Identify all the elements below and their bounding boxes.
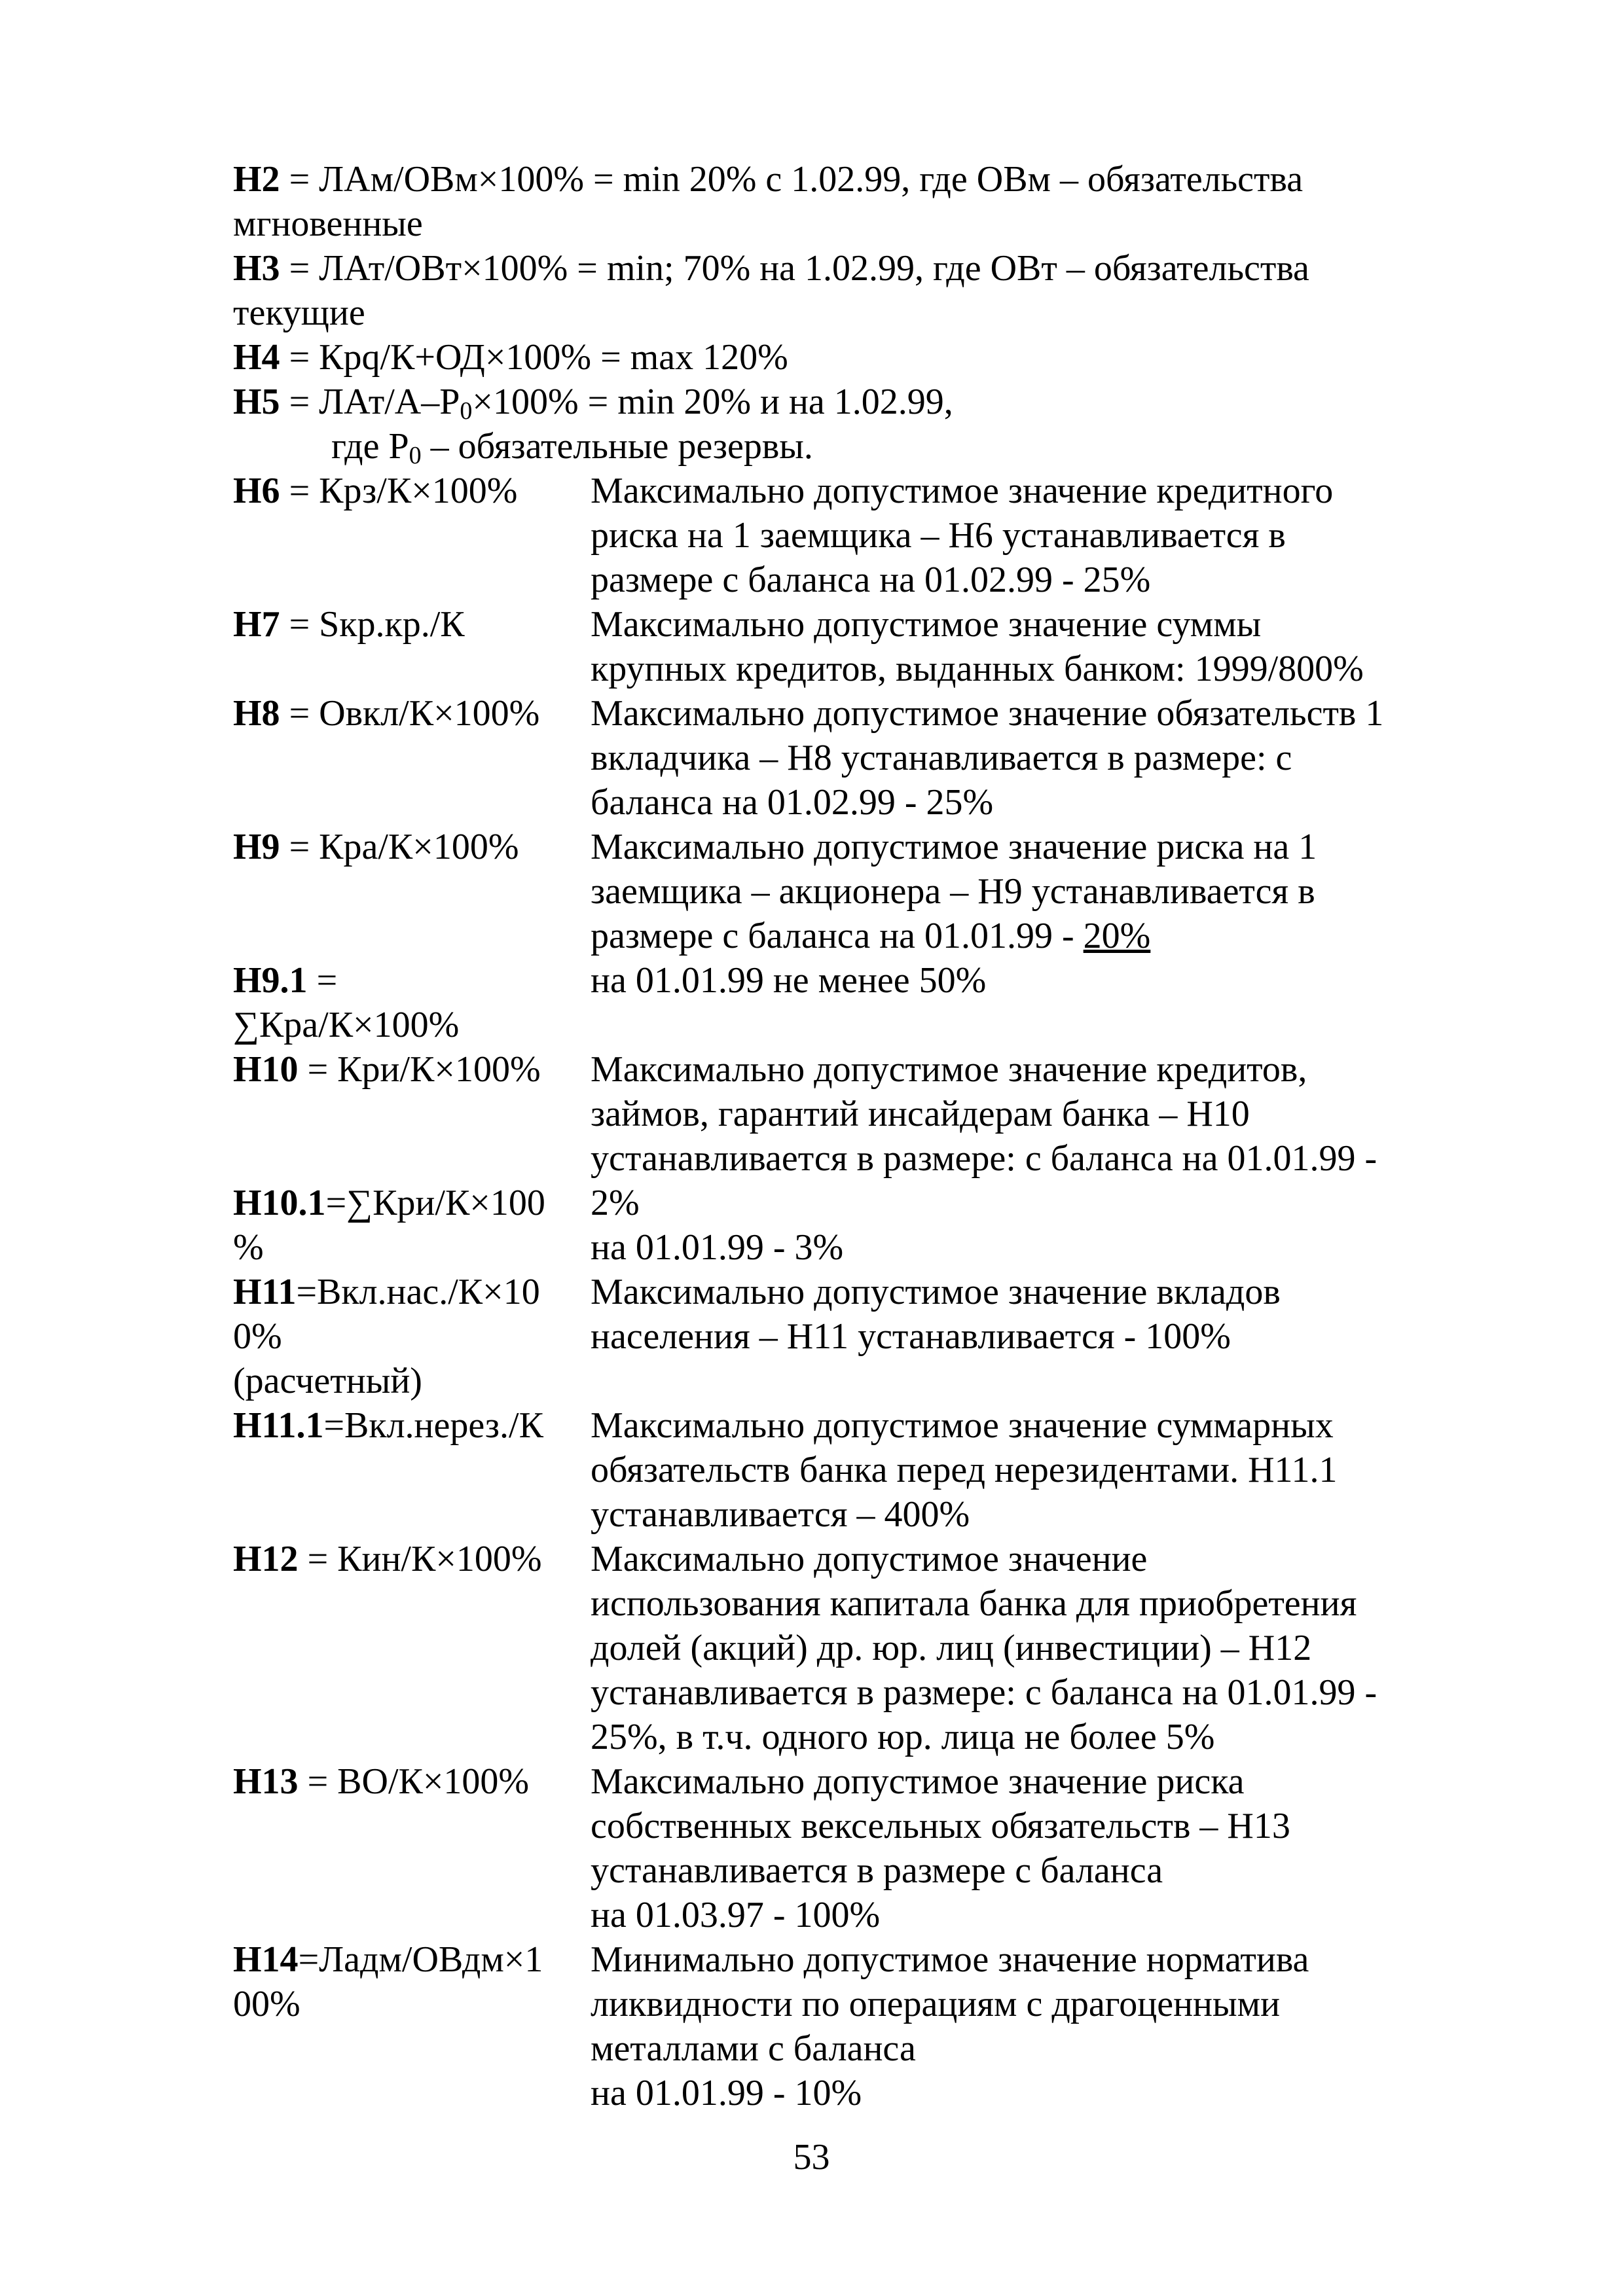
- row-n11: [233, 1270, 1444, 1403]
- label-n6: Н6: [233, 471, 280, 511]
- n5-cont-subscript: 0: [409, 442, 422, 469]
- desc-line: населения – Н11 устанавливается - 100%: [591, 1316, 1231, 1357]
- desc-n11-1: [591, 1403, 1409, 1537]
- desc-line: устанавливается в размере с баланса: [591, 1850, 1163, 1891]
- formula-text-n6: = Крз/К×100%: [280, 471, 518, 511]
- formula-text-n13: = ВО/К×100%: [298, 1761, 530, 1802]
- n3-label: Н3: [233, 248, 280, 289]
- n3-continuation: текущие: [233, 293, 365, 333]
- desc-line: долей (акций) др. юр. лиц (инвестиции) – Н12: [591, 1628, 1312, 1668]
- norms-table: [233, 469, 1444, 2115]
- label-n11-1: Н11.1: [233, 1405, 324, 1446]
- desc-line: Максимально допустимое значение суммарных: [591, 1405, 1334, 1446]
- row-n9-1: [233, 958, 1444, 1047]
- desc-text: размере с баланса на 01.01.99 -: [591, 916, 1084, 956]
- label-n10: Н10: [233, 1049, 299, 1090]
- desc-line: металлами с баланса: [591, 2028, 916, 2069]
- row-n13: [233, 1759, 1444, 1937]
- row-n10-1: [233, 1181, 1444, 1270]
- formula-text-n9-1: =: [307, 960, 338, 1001]
- label-n13: Н13: [233, 1761, 299, 1802]
- n5-formula-b: ×100% = min 20% и на 1.02.99,: [472, 382, 953, 422]
- n5-subscript: 0: [460, 397, 473, 425]
- label-n9: Н9: [233, 827, 280, 867]
- desc-line: Максимально допустимое значение кредитов,: [591, 1049, 1307, 1090]
- formula-text-n9: = Кра/К×100%: [280, 827, 519, 867]
- n2-continuation: мгновенные: [233, 204, 423, 244]
- formula-text-n11: =Вкл.нас./К×10: [296, 1272, 540, 1312]
- desc-n10: [591, 1047, 1409, 1181]
- formula-n9: [233, 825, 591, 958]
- desc-line: на 01.01.99 не менее 50%: [591, 960, 987, 1001]
- row-n14: [233, 1937, 1444, 2115]
- n4-label: Н4: [233, 337, 280, 378]
- row-n12: [233, 1537, 1444, 1759]
- n4-line: [233, 335, 1444, 380]
- row-n9: [233, 825, 1444, 958]
- formula-n11: [233, 1270, 591, 1403]
- desc-line: займов, гарантий инсайдерам банка – Н10: [591, 1094, 1250, 1134]
- row-n7: [233, 602, 1444, 691]
- formula-n7: [233, 602, 591, 691]
- desc-line: Максимально допустимое значение вкладов: [591, 1272, 1281, 1312]
- desc-line: на 01.01.99 - 3%: [591, 1227, 844, 1268]
- desc-line: крупных кредитов, выданных банком: 1999/800%: [591, 649, 1364, 689]
- formula-cont-n10-1: %: [233, 1227, 264, 1268]
- formula-n12: [233, 1537, 591, 1759]
- label-n10-1: Н10.1: [233, 1183, 326, 1223]
- desc-line: устанавливается в размере: с баланса на 01.01.99 -: [591, 1138, 1377, 1179]
- n5-formula-a: = ЛАт/А–Р: [280, 382, 460, 422]
- desc-n7: [591, 602, 1409, 691]
- page-number: 53: [793, 2137, 830, 2178]
- desc-line: ликвидности по операциям с драгоценными: [591, 1984, 1281, 2024]
- formula-text-n12: = Кин/К×100%: [298, 1539, 542, 1579]
- desc-line: Максимально допустимое значение кредитного: [591, 471, 1334, 511]
- desc-n14: [591, 1937, 1409, 2115]
- formula-n9-1: [233, 958, 591, 1047]
- formula-n14: [233, 1937, 591, 2115]
- intro-block: [233, 157, 1444, 469]
- formula-text-n7: = Sкр.кр./К: [280, 604, 465, 645]
- label-n14: Н14: [233, 1939, 299, 1980]
- desc-line: устанавливается – 400%: [591, 1494, 970, 1535]
- desc-n9: [591, 825, 1409, 958]
- n5-continuation: [233, 424, 1444, 469]
- desc-line: использования капитала банка для приобретения: [591, 1583, 1357, 1624]
- label-n7: Н7: [233, 604, 280, 645]
- label-n9-1: Н9.1: [233, 960, 308, 1001]
- n5-label: Н5: [233, 382, 280, 422]
- formula-cont-n9-1: ∑Кра/К×100%: [233, 1005, 460, 1045]
- desc-line: устанавливается в размере: с баланса на 01.01.99 -: [591, 1672, 1377, 1713]
- formula-n10-1: [233, 1181, 591, 1270]
- n3-formula: = ЛАт/ОВт×100% = min; 70% на 1.02.99, где ОВт – обязательства: [280, 248, 1309, 289]
- formula-n10: [233, 1047, 591, 1181]
- formula-note-n11: (расчетный): [233, 1361, 422, 1401]
- desc-n13: [591, 1759, 1409, 1937]
- row-n11-1: [233, 1403, 1444, 1537]
- desc-n11: [591, 1270, 1409, 1403]
- desc-line: риска на 1 заемщика – Н6 устанавливается в: [591, 515, 1286, 556]
- formula-text-n14: =Ладм/ОВдм×1: [298, 1939, 543, 1980]
- underlined-value: 20%: [1083, 916, 1151, 956]
- n4-formula: = Крq/К+ОД×100% = max 120%: [280, 337, 788, 378]
- desc-line: Максимально допустимое значение обязательств 1: [591, 693, 1384, 734]
- desc-line: обязательств банка перед нерезидентами. Н11.1: [591, 1450, 1338, 1490]
- n3-line: [233, 246, 1444, 291]
- desc-line: 25%, в т.ч. одного юр. лица не более 5%: [591, 1717, 1215, 1757]
- desc-line: собственных вексельных обязательств – Н13: [591, 1806, 1290, 1846]
- formula-text-n10-1: =∑Кри/К×100: [325, 1183, 545, 1223]
- desc-line: вкладчика – Н8 устанавливается в размере: с: [591, 738, 1292, 778]
- label-n12: Н12: [233, 1539, 299, 1579]
- desc-line: Максимально допустимое значение риска: [591, 1761, 1245, 1802]
- formula-n11-1: [233, 1403, 591, 1537]
- formula-text-n10: = Кри/К×100%: [298, 1049, 541, 1090]
- formula-n13: [233, 1759, 591, 1937]
- n5-cont-b: – обязательные резервы.: [421, 426, 813, 467]
- desc-n8: [591, 691, 1409, 825]
- formula-cont-n14: 00%: [233, 1984, 301, 2024]
- desc-line: размере с баланса на 01.02.99 - 25%: [591, 560, 1151, 600]
- label-n8: Н8: [233, 693, 280, 734]
- formula-text-n8: = Овкл/К×100%: [280, 693, 540, 734]
- row-n10: [233, 1047, 1444, 1181]
- desc-n9-1: [591, 958, 1409, 1047]
- desc-line: баланса на 01.02.99 - 25%: [591, 782, 994, 823]
- desc-line: Максимально допустимое значение суммы: [591, 604, 1262, 645]
- n2-label: Н2: [233, 159, 280, 200]
- desc-line: заемщика – акционера – Н9 устанавливается в: [591, 871, 1315, 912]
- formula-text-n11-1: =Вкл.нерез./К: [323, 1405, 543, 1446]
- desc-line: на 01.01.99 - 10%: [591, 2073, 862, 2113]
- desc-line: 2%: [591, 1183, 640, 1223]
- desc-n12: [591, 1537, 1409, 1759]
- n2-line: [233, 157, 1444, 202]
- desc-line: Минимально допустимое значение норматива: [591, 1939, 1309, 1980]
- formula-cont-n11: 0%: [233, 1316, 282, 1357]
- formula-n6: [233, 469, 591, 602]
- desc-n10-1: [591, 1181, 1409, 1270]
- desc-line: Максимально допустимое значение риска на 1: [591, 827, 1317, 867]
- desc-line: [591, 914, 1409, 958]
- label-n11: Н11: [233, 1272, 297, 1312]
- row-n8: [233, 691, 1444, 825]
- n2-formula: = ЛАм/ОВм×100% = min 20% с 1.02.99, где ОВм – обязательства: [280, 159, 1304, 200]
- row-n6: [233, 469, 1444, 602]
- n5-cont-a: где Р: [331, 426, 409, 467]
- formula-n8: [233, 691, 591, 825]
- desc-line: на 01.03.97 - 100%: [591, 1895, 881, 1935]
- desc-line: Максимально допустимое значение: [591, 1539, 1148, 1579]
- desc-n6: [591, 469, 1409, 602]
- n5-line: [233, 380, 1444, 424]
